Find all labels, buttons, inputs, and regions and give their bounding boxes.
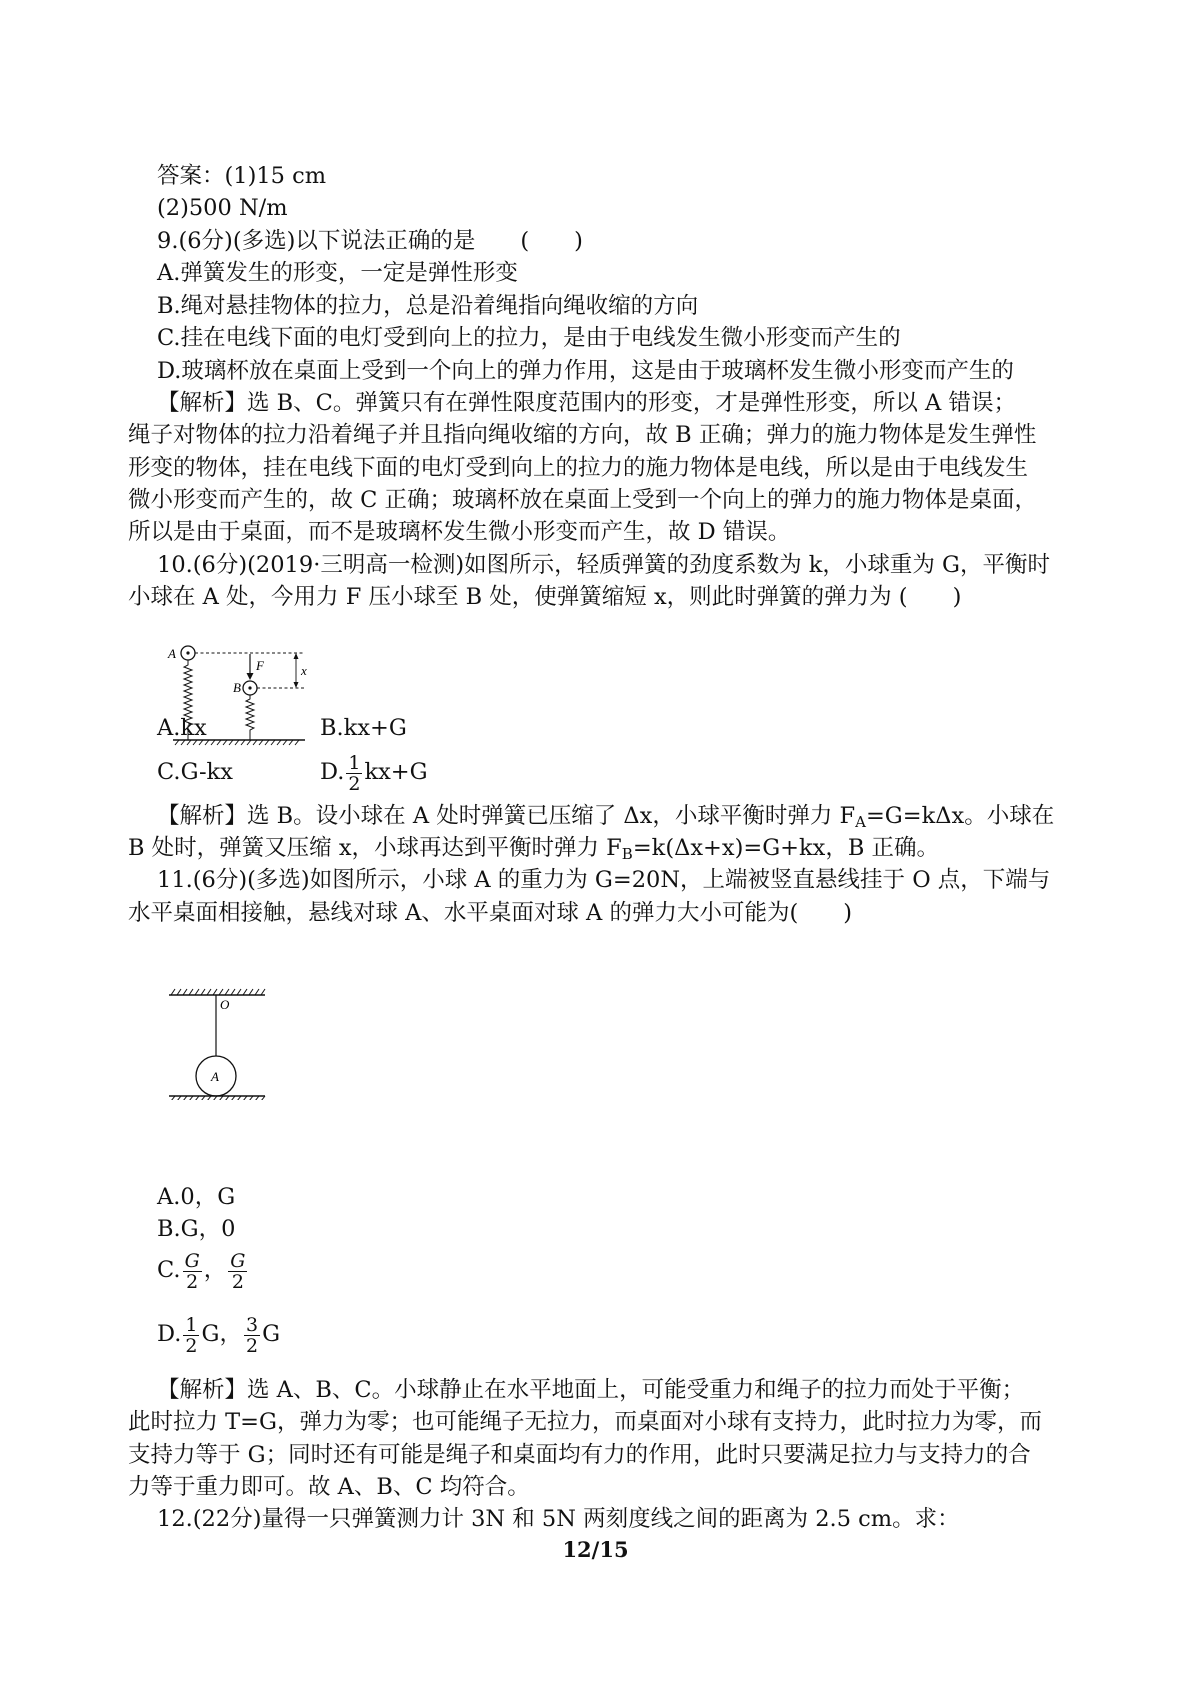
page-number: 12/15: [562, 1537, 629, 1562]
q11-option-c: C. $\frac{G}{2}$ ， $\frac{G}{2}$: [157, 1249, 246, 1293]
q11-option-d: D. $\frac{1}{2}$ G， $\frac{3}{2}$ G: [157, 1313, 281, 1357]
q9-analysis-line: 微小形变而产生的，故 C 正确；玻璃杯放在桌面上受到一个向上的弹力的施力物体是桌面，: [128, 487, 1038, 513]
label-x: x: [301, 663, 307, 678]
q9-analysis-line: 【解析】选 B、C。弹簧只有在弹性限度范围内的形变，才是弹性形变，所以 A 错误；: [157, 390, 1016, 416]
q10-option-a: A.kx: [157, 715, 207, 741]
q11-analysis-line: 【解析】选 A、B、C。小球静止在水平地面上，可能受重力和绳子的拉力而处于平衡；: [157, 1377, 1025, 1403]
q11-analysis-line: 力等于重力即可。故 A、B、C 均符合。: [128, 1474, 530, 1500]
q9-analysis-line: 绳子对物体的拉力沿着绳子并且指向绳收缩的方向，故 B 正确；弹力的施力物体是发生弹性: [128, 422, 1037, 448]
q9-option-d: D.玻璃杯放在桌面上受到一个向上的弹力作用，这是由于玻璃杯发生微小形变而产生的: [157, 358, 1014, 384]
q11-stem-line: 11.(6分)(多选)如图所示，小球 A 的重力为 G=20N，上端被竖直悬线挂于 O 点，下端与: [157, 867, 1051, 893]
q9-stem: 9.(6分)(多选)以下说法正确的是 ( ): [157, 228, 583, 254]
q10-analysis-line-1: 【解析】选 B。设小球在 A 处时弹簧已压缩了 Δx，小球平衡时弹力 $F_A=G=k\Delta x$。小球在: [157, 803, 1055, 831]
fraction: $\frac{1}{2}$: [185, 1313, 198, 1357]
q11-option-b: B.G，0: [157, 1216, 236, 1242]
q10-analysis-line-2: B 处时，弹簧又压缩 x，小球再达到平衡时弹力 $F_B=k(\Delta x+x)=G+kx$，B 正确。: [128, 835, 940, 863]
q10-option-d: D. $\frac{1}{2}$ kx+G: [320, 751, 428, 795]
label-f: F: [256, 658, 264, 673]
q9-analysis-line: 形变的物体，挂在电线下面的电灯受到向上的拉力的施力物体是电线，所以是由于电线发生: [128, 455, 1029, 481]
q12-stem: 12.(22分)量得一只弹簧测力计 3N 和 5N 两刻度线之间的距离为 2.5 cm。求：: [157, 1506, 960, 1532]
fraction: $\frac{G}{2}$: [230, 1249, 246, 1293]
q9-option-c: C.挂在电线下面的电灯受到向上的拉力，是由于电线发生微小形变而产生的: [157, 325, 901, 351]
q10-option-b: B.kx+G: [320, 715, 407, 741]
fraction: $\frac{3}{2}$: [245, 1313, 259, 1357]
q11-analysis-line: 此时拉力 T=G，弹力为零；也可能绳子无拉力，而桌面对小球有支持力，此时拉力为零，而: [128, 1409, 1042, 1435]
q11-stem-line: 水平桌面相接触，悬线对球 A、水平桌面对球 A 的弹力大小可能为( ): [128, 900, 853, 926]
q11-option-a: A.0，G: [157, 1184, 236, 1210]
q10-stem-line: 小球在 A 处，今用力 F 压小球至 B 处，使弹簧缩短 x，则此时弹簧的弹力为 ( ): [128, 584, 962, 610]
answer-line-2: (2)500 N/m: [157, 195, 288, 221]
label-o: O: [220, 997, 230, 1012]
q9-analysis-line: 所以是由于桌面，而不是玻璃杯发生微小形变而产生，故 D 错误。: [128, 519, 791, 545]
label-a: A: [211, 1069, 219, 1084]
hanging-ball-figure: [165, 985, 275, 1100]
force-arrow: [247, 673, 254, 680]
q10-stem-line: 10.(6分)(2019·三明高一检测)如图所示，轻质弹簧的劲度系数为 k，小球重为 G，平衡时: [157, 552, 1051, 578]
fraction: $\frac{1}{2}$: [348, 751, 361, 795]
q9-option-b: B.绳对悬挂物体的拉力，总是沿着绳指向绳收缩的方向: [157, 293, 699, 319]
answer-line-1: 答案：(1)15 cm: [157, 163, 327, 189]
q11-analysis-line: 支持力等于 G；同时还有可能是绳子和桌面均有力的作用，此时只要满足拉力与支持力的合: [128, 1442, 1031, 1468]
fraction: $\frac{G}{2}$: [184, 1249, 200, 1293]
spring-b: [246, 695, 254, 740]
label-a: A: [168, 646, 176, 661]
label-b: B: [233, 680, 241, 695]
q10-option-c: C.G-kx: [157, 759, 233, 785]
q9-option-a: A.弹簧发生的形变，一定是弹性形变: [157, 260, 518, 286]
